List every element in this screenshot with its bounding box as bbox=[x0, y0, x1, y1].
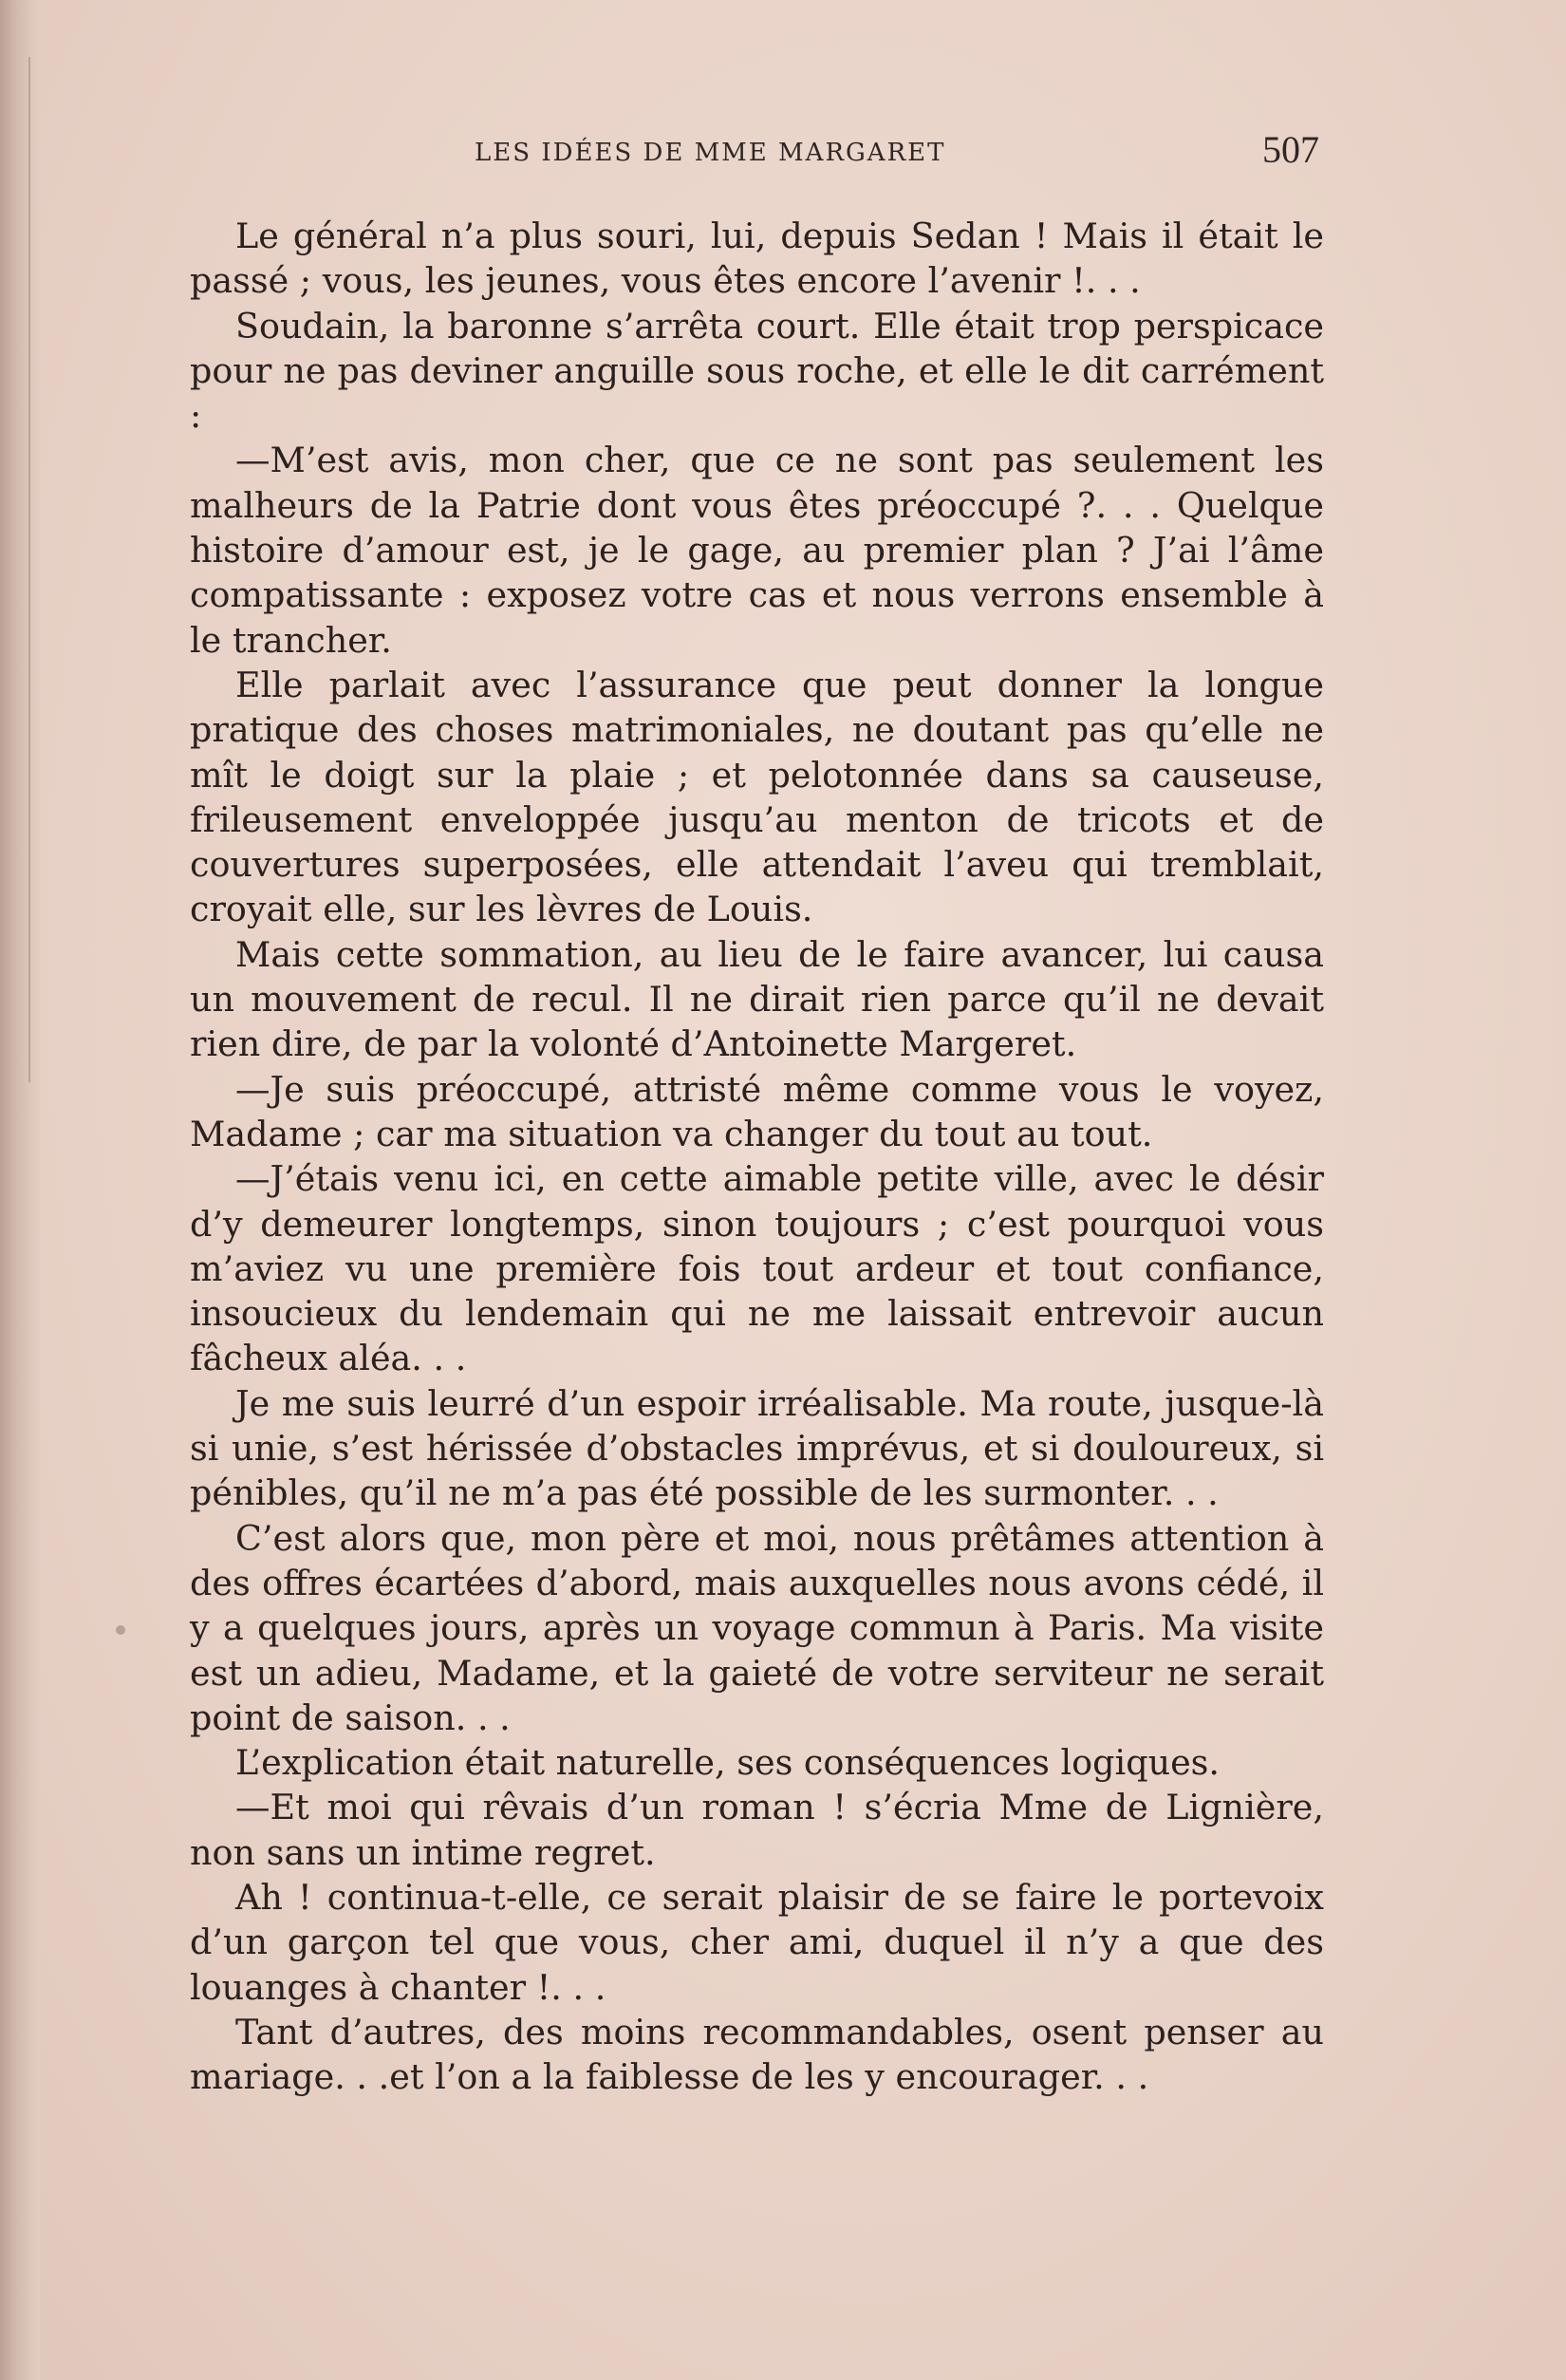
paragraph: Soudain, la baronne s’arrêta court. Elle était trop perspicace pour ne pas deviner anguille sous roche, et elle le dit carrément : bbox=[190, 305, 1324, 437]
paragraph: Elle parlait avec l’assurance que peut donner la longue pratique des choses matrimoniales, ne doutant pas qu’elle ne mît le doigt sur la plaie ; et pelotonnée dans sa causeuse, frileusement enveloppée jusqu’au menton de tricots et de couvertures superposées, elle attendait l’aveu qui tremblait, croyait elle, sur les lèvres de Louis. bbox=[190, 664, 1324, 930]
running-head bbox=[190, 128, 1319, 180]
book-spine-shadow bbox=[0, 0, 40, 2380]
paragraph: Je me suis leurré d’un espoir irréalisable. Ma route, jusque-là si unie, s’est hérissée d’obstacles imprévus, et si douloureux, si pénibles, qu’il ne m’a pas été possible de les surmonter. . . bbox=[190, 1382, 1324, 1514]
paragraph: L’explication était naturelle, ses conséquences logiques. bbox=[235, 1742, 1221, 1784]
paragraph: Tant d’autres, des moins recommandables, osent penser au mariage. . .et l’on a la faiblesse de les y encourager. . . bbox=[190, 2011, 1324, 2098]
paragraph: Mais cette sommation, au lieu de le faire avancer, lui causa un mouvement de recul. Il ne dirait rien parce qu’il ne devait rien dire, de par la volonté d’Antoinette Margeret. bbox=[190, 933, 1324, 1065]
running-title: LES IDÉES DE MME MARGARET bbox=[475, 139, 946, 167]
paragraph: —Je suis préoccupé, attristé même comme vous le voyez, Madame ; car ma situation va changer du tout au tout. bbox=[190, 1068, 1324, 1154]
paragraph: —M’est avis, mon cher, que ce ne sont pas seulement les malheurs de la Patrie dont vous êtes préoccupé ?. . . Quelque histoire d’amour est, je le gage, au premier plan ? J’ai l’âme compatissante : exposez votre cas et nous verrons ensemble à le trancher. bbox=[190, 440, 1324, 661]
paragraph: Le général n’a plus souri, lui, depuis Sedan ! Mais il était le passé ; vous, les jeunes, vous êtes encore l’avenir !. . . bbox=[190, 216, 1324, 302]
paragraph: C’est alors que, mon père et moi, nous prêtâmes attention à des offres écartées d’abord, mais auxquelles nous avons cédé, il y a quelques jours, après un voyage commun à Paris. Ma visite est un adieu, Madame, et la gaieté de votre serviteur ne serait point de saison. . . bbox=[190, 1517, 1324, 1738]
paragraph: Ah ! continua-t-elle, ce serait plaisir de se faire le portevoix d’un garçon tel que vous, cher ami, duquel il n’y a que des louanges à chanter !. . . bbox=[190, 1876, 1324, 2008]
ink-spot bbox=[116, 1625, 125, 1635]
page-number: 507 bbox=[1262, 128, 1319, 171]
body-text bbox=[190, 214, 1324, 2099]
paragraph: —Et moi qui rêvais d’un roman ! s’écria Mme de Lignière, non sans un intime regret. bbox=[190, 1787, 1324, 1873]
paragraph: —J’étais venu ici, en cette aimable petite ville, avec le désir d’y demeurer longtemps, sinon toujours ; c’est pourquoi vous m’aviez vu une première fois tout ardeur et tout confiance, insoucieux du lendemain qui ne me laissait entrevoir aucun fâcheux aléa. . . bbox=[190, 1158, 1324, 1379]
binding-edge bbox=[28, 57, 30, 1082]
